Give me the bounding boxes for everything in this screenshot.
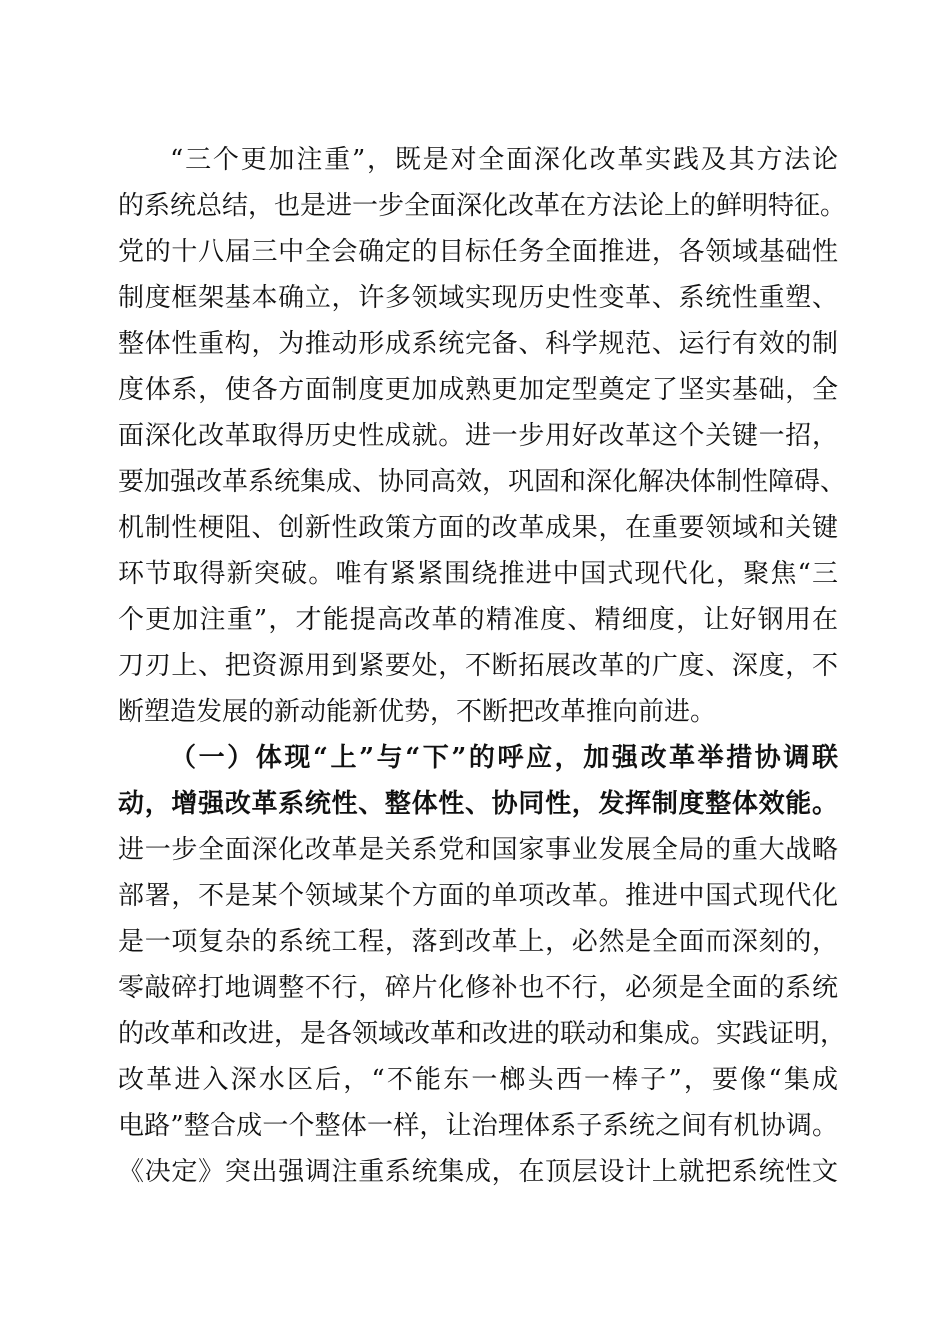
section-heading-line: 动，增强改革系统性、整体性、协同性，发挥制度整体效能。 bbox=[118, 789, 838, 819]
text-line: 电路”整合成一个整体一样，让治理体系子系统之间有机协调。 bbox=[118, 1111, 838, 1141]
text-line: 的系统总结，也是进一步全面深化改革在方法论上的鲜明特征。 bbox=[118, 191, 847, 221]
section-heading-line: （一）体现“上”与“下”的呼应，加强改革举措协调联 bbox=[170, 743, 838, 773]
text-line: 《决定》突出强调注重系统集成，在顶层设计上就把系统性文 bbox=[118, 1157, 838, 1187]
text-line: “三个更加注重”，既是对全面深化改革实践及其方法论 bbox=[170, 145, 838, 175]
text-line: 度体系，使各方面制度更加成熟更加定型奠定了坚实基础，全 bbox=[118, 375, 838, 405]
text-line: 制度框架基本确立，许多领域实现历史性变革、系统性重塑、 bbox=[118, 283, 838, 313]
text-line: 机制性梗阻、创新性政策方面的改革成果，在重要领域和关键 bbox=[118, 513, 838, 543]
text-line: 党的十八届三中全会确定的目标任务全面推进，各领域基础性 bbox=[118, 237, 838, 267]
text-line: 个更加注重”，才能提高改革的精准度、精细度，让好钢用在 bbox=[118, 605, 838, 635]
text-line: 的改革和改进，是各领域改革和改进的联动和集成。实践证明， bbox=[118, 1019, 847, 1049]
text-line: 刀刃上、把资源用到紧要处，不断拓展改革的广度、深度，不 bbox=[118, 651, 838, 681]
text-line: 改革进入深水区后，“不能东一榔头西一棒子”，要像“集成 bbox=[118, 1065, 838, 1095]
text-line: 面深化改革取得历史性成就。进一步用好改革这个关键一招， bbox=[118, 421, 838, 451]
text-line: 零敲碎打地调整不行，碎片化修补也不行，必须是全面的系统 bbox=[118, 973, 838, 1003]
text-line: 进一步全面深化改革是关系党和国家事业发展全局的重大战略 bbox=[118, 835, 838, 865]
text-line: 断塑造发展的新动能新优势，不断把改革推向前进。 bbox=[118, 697, 717, 727]
text-line: 部署，不是某个领域某个方面的单项改革。推进中国式现代化 bbox=[118, 881, 838, 911]
text-line: 要加强改革系统集成、协同高效，巩固和深化解决体制性障碍、 bbox=[118, 467, 847, 497]
text-line: 环节取得新突破。唯有紧紧围绕推进中国式现代化，聚焦“三 bbox=[118, 559, 838, 589]
text-line: 整体性重构，为推动形成系统完备、科学规范、运行有效的制 bbox=[118, 329, 838, 359]
text-line: 是一项复杂的系统工程，落到改革上，必然是全面而深刻的， bbox=[118, 927, 838, 957]
